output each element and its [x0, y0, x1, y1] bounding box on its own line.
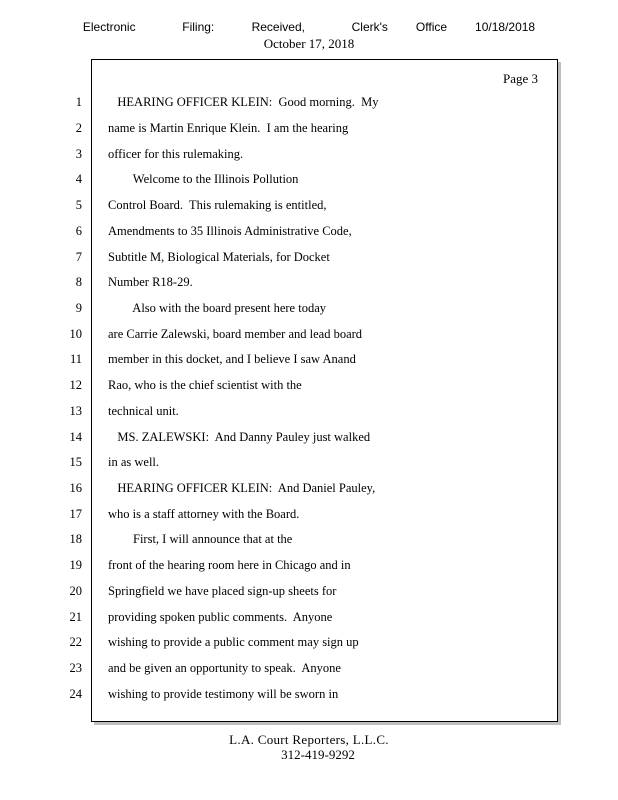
line-number: 11: [69, 352, 82, 366]
line-number: 24: [69, 687, 82, 701]
line-text: name is Martin Enrique Klein. I am the hearing: [108, 121, 349, 135]
page-number: Page 3: [502, 71, 538, 86]
line-number: 12: [69, 378, 82, 392]
line-number: 13: [69, 404, 82, 418]
line-number: 7: [75, 250, 82, 264]
line-number: 17: [69, 507, 82, 521]
line-number: 14: [69, 430, 82, 444]
line-number: 18: [69, 532, 82, 546]
line-number: 8: [75, 275, 82, 289]
line-text: Control Board. This rulemaking is entitled,: [108, 198, 327, 212]
line-text: front of the hearing room here in Chicago and in: [108, 558, 351, 572]
line-text: officer for this rulemaking.: [108, 147, 244, 161]
line-number: 6: [75, 224, 82, 238]
line-text: wishing to provide testimony will be sworn in: [108, 687, 339, 701]
line-number: 4: [75, 172, 82, 186]
line-number: 19: [69, 558, 82, 572]
line-text: Rao, who is the chief scientist with the: [108, 378, 302, 392]
line-text: member in this docket, and I believe I saw Anand: [108, 352, 356, 366]
line-text: and be given an opportunity to speak. Anyone: [108, 661, 341, 675]
line-text: Welcome to the Illinois Pollution: [108, 172, 299, 186]
line-text: technical unit.: [108, 404, 179, 418]
line-number: 5: [75, 198, 82, 212]
line-text: Amendments to 35 Illinois Administrative Code,: [108, 224, 352, 238]
line-text: HEARING OFFICER KLEIN: Good morning. My: [108, 95, 379, 109]
line-text: are Carrie Zalewski, board member and lead board: [108, 327, 363, 341]
line-text: Also with the board present here today: [108, 301, 327, 315]
line-number: 16: [69, 481, 82, 495]
line-number: 1: [75, 95, 82, 109]
line-text: MS. ZALEWSKI: And Danny Pauley just walked: [108, 430, 371, 444]
line-number: 20: [69, 584, 82, 598]
line-number: 9: [75, 301, 82, 315]
line-text: First, I will announce that at the: [108, 532, 293, 546]
transcript-date: October 17, 2018: [263, 36, 355, 51]
court-reporter-name: L.A. Court Reporters, L.L.C.: [229, 732, 389, 747]
line-text: in as well.: [108, 455, 160, 469]
line-text: who is a staff attorney with the Board.: [108, 507, 300, 521]
line-number: 21: [69, 610, 82, 624]
line-text: Subtitle M, Biological Materials, for Docket: [108, 250, 330, 264]
court-reporter-phone: 312-419-9292: [281, 747, 355, 762]
line-text: Springfield we have placed sign-up sheets for: [108, 584, 337, 598]
line-number: 22: [69, 635, 82, 649]
line-number: 10: [69, 327, 82, 341]
filing-stamp: Electronic Filing: Received, Clerk's Office 10/18/2018: [82, 20, 536, 34]
line-text: wishing to provide a public comment may sign up: [108, 635, 359, 649]
line-text: HEARING OFFICER KLEIN: And Daniel Pauley,: [108, 481, 376, 495]
line-number: 2: [75, 121, 82, 135]
line-number: 3: [75, 147, 82, 161]
line-text: Number R18-29.: [108, 275, 193, 289]
line-text: providing spoken public comments. Anyone: [108, 610, 333, 624]
line-number: 23: [69, 661, 82, 675]
line-number: 15: [69, 455, 82, 469]
